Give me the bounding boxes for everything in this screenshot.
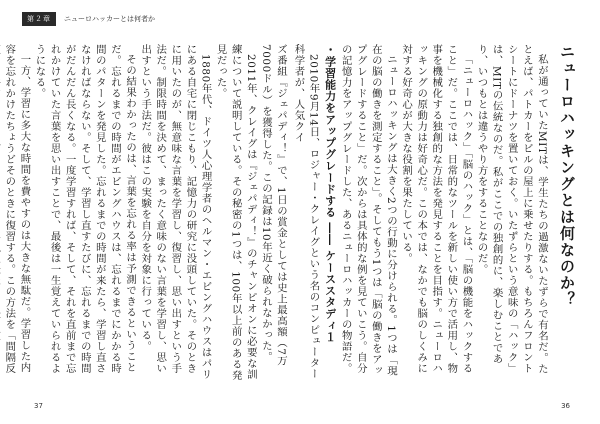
paragraph: 2010年9月14日、ロジャー・クレイグという名のコンピューター科学者が、人気クイ bbox=[292, 44, 320, 380]
paragraph: 1880年代、ドイツ人心理学者のヘルマン・エビングハウスはパリにある自宅に閉じこもり、記憶力の研究に没頭していた。そのときに用いたのが、無意味な言葉を学習し、復習し、思い出すという手法だ。制限時間を決めて、まったく意味のない言葉を学習し、思い出すという手法だ。彼はこの実験を自分を対象に行っている。 bbox=[139, 44, 212, 381]
paragraph: 2011年、クレイグは『ジェパディ！』のチャンピオンに必要な訓練について説明している。その秘密の1つは、100年以上前のある発見だった。 bbox=[214, 44, 257, 381]
page-number-left: 37 bbox=[34, 402, 43, 410]
page-number-right: 36 bbox=[561, 402, 570, 410]
paragraph: ズ番組『ジェパディ！』で、1日の賞金としては史上最高額（7万7000ドル）を獲得した。この記録は10年近く破られなかった。 bbox=[259, 44, 287, 367]
right-page-text bbox=[292, 44, 576, 384]
paragraph: 「ニューロハック」「脳のハック」とは、「脳の機能をハックすること」だ。ここでは、日常的なツールを新しい使い方で活用し、物事を機械化する独創的な方法を発見することを目指す。ニューロハッキングの原動力は好奇心だ。この本では、なかでも脳のしくみに対する好奇心が大きな役割を果たしている。 bbox=[400, 44, 473, 374]
case-study-heading: ・学習能力をアップグレードする ―― ケーススタディ１ bbox=[323, 44, 337, 343]
chapter-running-title: ニューロハッカーとは何者か bbox=[64, 15, 155, 23]
left-page-text bbox=[3, 44, 288, 384]
chapter-tab: 第２章 bbox=[22, 12, 56, 26]
paragraph: 一方、学習に多大な時間を費やすのは大きな無駄だ。学習した内容を忘れかけたちょうどそのときに復習する。この方法を「間隔反 bbox=[3, 44, 31, 374]
paragraph: その結果わかったのは、言葉を忘れる率は予測できるということだ。忘れるまでの時間がエビングハウスは、忘れるまでにかかる時間のパターンを発見した。忘れるまでの時間が来たら、学習し直さなければならない。そして、学習し直すたびに、忘れるまでの時間がだんだん長くなる。一度学習すれば、そして、それを直前まで忘れかけていた言葉を思い出すことで、最後は一生覚えていられるようになる。 bbox=[33, 44, 137, 374]
paragraph: 私が通っていたMITは、学生たちの過激ないたずらで有名だ。たとえば、パトカーをビルの屋上に乗せたりする。もちろんフロントシートにドーナツを置いておく。いたずらという意味の「ハック」は、MITの伝統なのだ。私がここでの独創的に、楽しむことであり、いつもとは違うやり方をすることなのだ。 bbox=[475, 44, 548, 375]
paragraph: ニューロハッキングは大きく2つの行動に分けられる。1つは「現在の脳の働きを測定すること」。そしてもう1つは「脳の働きをアップグレードすること」だ。次からは具体的な例を見ていこう。自分の記憶力をアップグレードした、あるニューロハッカーの物語だ。 bbox=[339, 44, 397, 377]
section-heading: ニューロハッキングとは何なのか？ bbox=[558, 44, 576, 308]
chapter-header bbox=[22, 12, 155, 26]
